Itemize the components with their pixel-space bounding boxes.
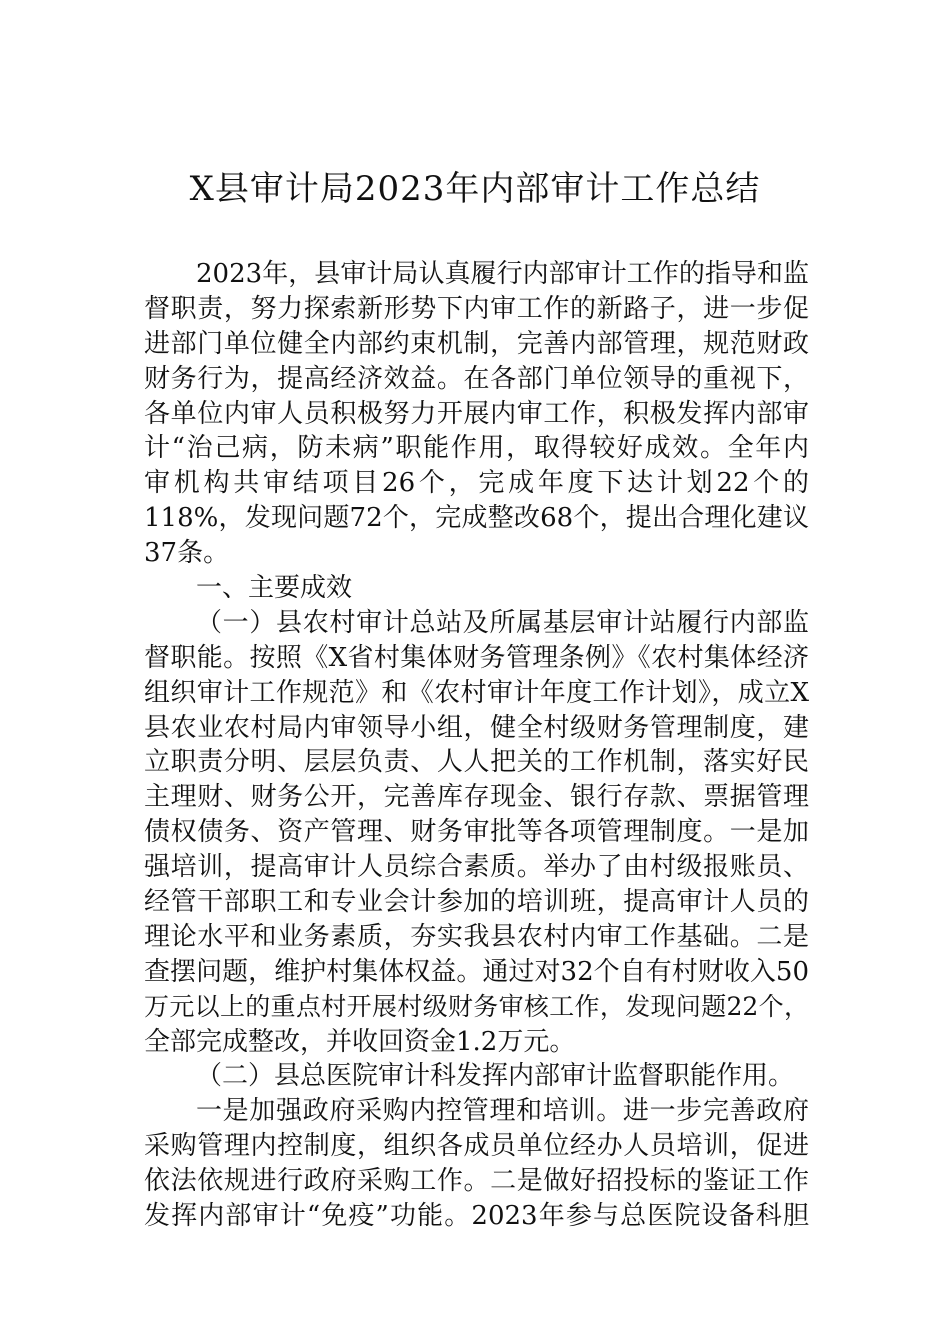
text-line: （二）县总医院审计科发挥内部审计监督职能作用。 — [196, 1061, 795, 1092]
text-line: 37条。 — [144, 538, 230, 569]
text-line: 计“治己病，防未病”职能作用，取得较好成效。全年内 — [144, 433, 809, 464]
text-line: （一）县农村审计总站及所属基层审计站履行内部监 — [196, 607, 809, 638]
text-line: 主理财、财务公开，完善库存现金、银行存款、票据管理 — [144, 782, 809, 813]
text-line: 审机构共审结项目26个，完成年度下达计划22个的 — [144, 468, 809, 499]
text-line: 采购管理内控制度，组织各成员单位经办人员培训，促进 — [144, 1131, 809, 1162]
text-line: 各单位内审人员积极努力开展内审工作，积极发挥内部审 — [144, 398, 809, 429]
text-line: 发挥内部审计“免疫”功能。2023年参与总医院设备科胆 — [144, 1201, 809, 1232]
text-line: 债权债务、资产管理、财务审批等各项管理制度。一是加 — [144, 817, 809, 848]
text-line: 依法依规进行政府采购工作。二是做好招投标的鉴证工作 — [144, 1166, 809, 1197]
text-line: 查摆问题，维护村集体权益。通过对32个自有村财收入50 — [144, 956, 809, 987]
text-line: 县农业农村局内审领导小组，健全村级财务管理制度，建 — [144, 712, 809, 743]
text-line: 全部完成整改，并收回资金1.2万元。 — [144, 1026, 576, 1057]
text-line: 督职能。按照《X省村集体财务管理条例》《农村集体经济 — [144, 642, 809, 673]
text-line: 组织审计工作规范》和《农村审计年度工作计划》，成立X — [144, 677, 809, 708]
text-line: 进部门单位健全内部约束机制，完善内部管理，规范财政 — [144, 328, 809, 359]
text-line: 118%，发现问题72个，完成整改68个，提出合理化建议 — [144, 503, 809, 534]
document-body — [144, 257, 809, 1234]
document-title: X县审计局2023年内部审计工作总结 — [189, 169, 761, 209]
text-line: 立职责分明、层层负责、人人把关的工作机制，落实好民 — [144, 747, 809, 778]
text-line: 2023年，县审计局认真履行内部审计工作的指导和监 — [196, 259, 809, 289]
text-line: 经管干部职工和专业会计参加的培训班，提高审计人员的 — [144, 887, 809, 918]
text-line: 财务行为，提高经济效益。在各部门单位领导的重视下， — [144, 363, 809, 394]
text-line: 一是加强政府采购内控管理和培训。进一步完善政府 — [196, 1096, 809, 1127]
text-line: 强培训，提高审计人员综合素质。举办了由村级报账员、 — [144, 852, 809, 883]
text-line: 一、主要成效 — [196, 573, 353, 604]
text-line: 督职责，努力探索新形势下内审工作的新路子，进一步促 — [144, 293, 809, 324]
text-line: 万元以上的重点村开展村级财务审核工作，发现问题22个， — [144, 991, 809, 1021]
text-line: 理论水平和业务素质，夯实我县农村内审工作基础。二是 — [144, 921, 809, 952]
